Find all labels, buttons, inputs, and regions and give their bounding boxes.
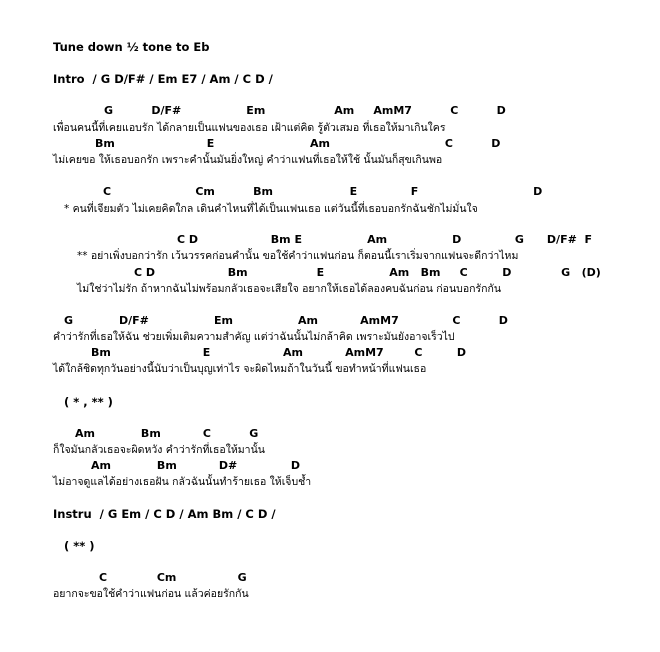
verse1-chords-1: G D/F# Em Am AmM7 C D — [104, 104, 506, 117]
bridge-chords-1: Am Bm C G — [75, 427, 259, 440]
verse1-chords-2: Bm E Am C D — [95, 137, 501, 150]
intro-line: Intro / G D/F# / Em E7 / Am / C D / — [53, 72, 273, 86]
verse2-chords-1: G D/F# Em Am AmM7 C D — [64, 314, 508, 327]
repeat-marker-2: ( ** ) — [64, 539, 95, 553]
chorus1-chords-3: C D Bm E Am Bm C D G (D) — [134, 266, 601, 279]
verse2-chords-2: Bm E Am AmM7 C D — [91, 346, 467, 359]
chorus1-lyric-3: ไม่ใช่ว่าไม่รัก ถ้าหากฉันไม่พร้อมกลัวเธอจะเสียใจ อยากให้เธอได้ลองคบฉันก่อน ก่อนบอกรักกัน — [77, 283, 502, 295]
bridge-lyric-1: ก็ใจมันกลัวเธอจะผิดหวัง คำว่ารักที่เธอให้มานั้น — [53, 444, 265, 456]
chorus1-lyric-1: * คนที่เจียมตัว ไม่เคยคิดใกล เดินคำไหนที่ได้เป็นแฟนเธอ แต่วันนี้ที่เธอบอกรักฉันชักไม่มั่นใจ — [64, 203, 478, 215]
outro-lyric-1: อยากจะขอใช้คำว่าแฟนก่อน แล้วค่อยรักกัน — [53, 588, 249, 600]
chorus1-chords-2: C D Bm E Am D G D/F# F — [177, 233, 592, 246]
chorus1-lyric-2: ** อย่าเพิ่งบอกว่ารัก เว้นวรรคก่อนคำนั้น ขอใช้คำว่าแฟนก่อน ก็ตอนนี้เราเริ่มจากแฟนจะดีกว่าไหม — [77, 250, 519, 262]
tuning-line: Tune down ½ tone to Eb — [53, 40, 210, 54]
repeat-marker-1: ( * , ** ) — [64, 395, 113, 409]
verse2-lyric-2: ได้ใกล้ชิดทุกวันอย่างนี้นับว่าเป็นบุญเท่าไร จะผิดไหมถ้าในวันนี้ ขอทำหน้าที่แฟนเธอ — [53, 363, 427, 375]
outro-chords-1: C Cm G — [99, 571, 247, 584]
verse1-lyric-2: ไม่เคยขอ ให้เธอบอกรัก เพราะคำนั้นมันยิ่งใหญ่ คำว่าแฟนที่เธอให้ใช้ นั้นมันก็สุขเกินพอ — [53, 154, 443, 166]
verse1-lyric-1: เพื่อนคนนี้ที่เคยแอบรัก ได้กลายเป็นแฟนของเธอ เฝ้าแต่คิด รู้ตัวเสมอ ที่เธอให้มาเกินใคร — [53, 122, 446, 134]
chorus1-chords-1: C Cm Bm E F D — [103, 185, 543, 198]
instru-line: Instru / G Em / C D / Am Bm / C D / — [53, 507, 276, 521]
verse2-lyric-1: คำว่ารักที่เธอให้ฉัน ช่วยเพิ่มเติมความสำคัญ แต่ว่าฉันนั้นไม่กล้าคิด เพราะมันยังอาจเร็วไป — [53, 331, 455, 343]
bridge-lyric-2: ไม่อาจดูแลได้อย่างเธอฝัน กลัวฉันนั้นทำร้ายเธอ ให้เจ็บช้ำ — [53, 476, 312, 488]
bridge-chords-2: Am Bm D# D — [91, 459, 300, 472]
